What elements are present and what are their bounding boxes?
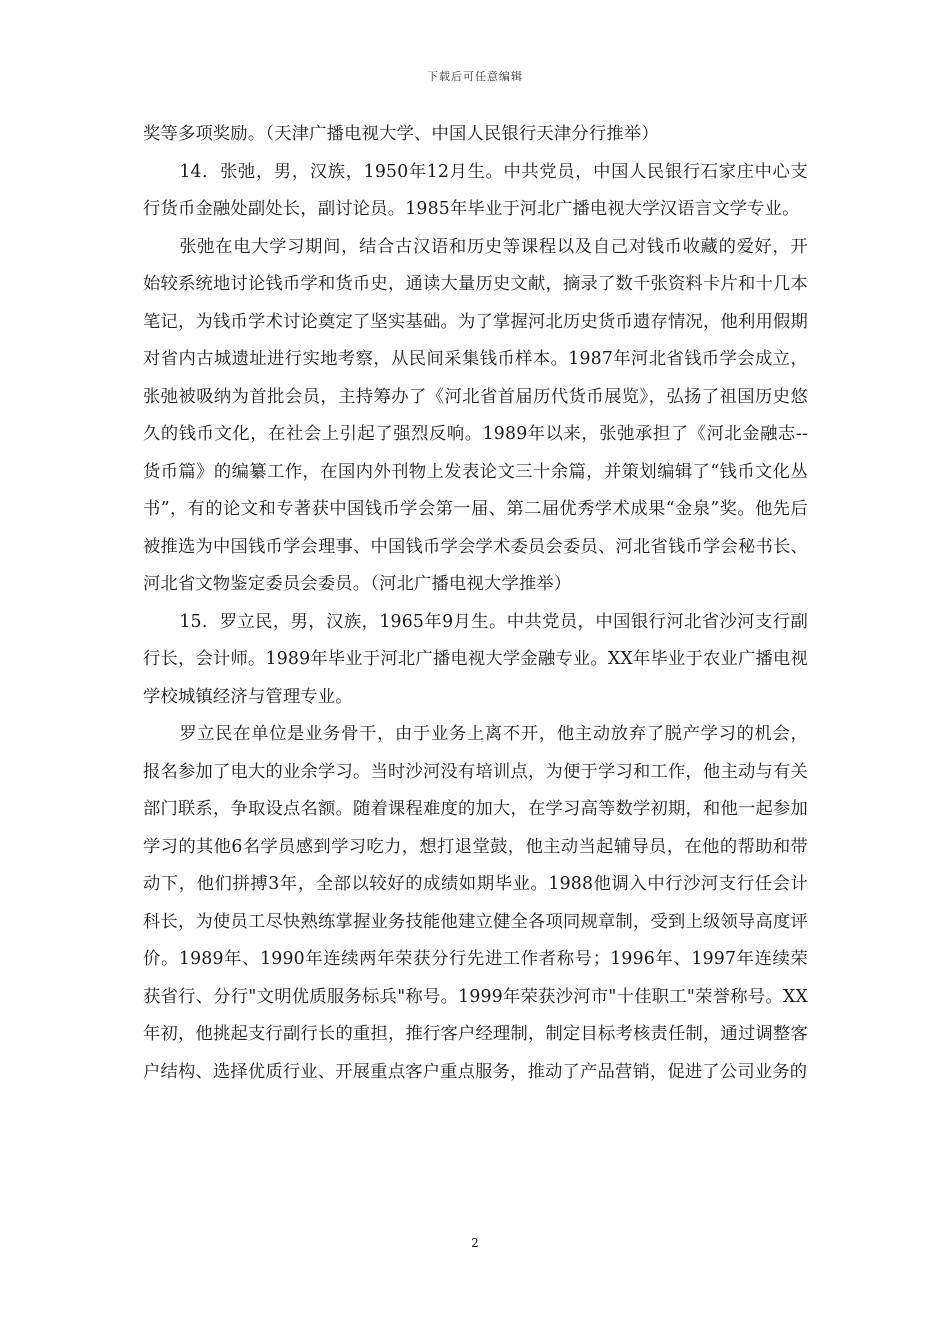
paragraph-5: 罗立民在单位是业务骨干，由于业务上离不开，他主动放弃了脱产学习的机会，报名参加了电大的业余学习。当时沙河没有培训点，为便于学习和工作，他主动与有关部门联系，争取设点名额。随着课程难度的加大，在学习高等数学初期，和他一起参加学习的其他6名学员感到学习吃力，想打退堂鼓，他主动当起辅导员，在他的帮助和带动下，他们拼搏3年，全部以较好的成绩如期毕业。1988他调入中行沙河支行任会计科长，为使员工尽快熟练掌握业务技能他建立健全各项同规章制，受到上级领导高度评价。1989年、1990年连续两年荣获分行先进工作者称号；1996年、1997年连续荣获省行、分行"文明优质服务标兵"称号。1999年荣获沙河市"十佳职工"荣誉称号。XX年初，他挑起支行副行长的重担，推行客户经理制，制定目标考核责任制，通过调整客户结构、选择优质行业、开展重点客户重点服务，推动了产品营销，促进了公司业务的 xyxy=(143,724,808,1082)
page-header: 下载后可任意编辑 xyxy=(427,70,523,83)
document-body xyxy=(143,116,808,1091)
paragraph-3: 张弛在电大学习期间，结合古汉语和历史等课程以及自己对钱币收藏的爱好，开始较系统地讨论钱币学和货币史，通读大量历史文献，摘录了数千张资料卡片和十几本笔记，为钱币学术讨论奠定了坚实基础。为了掌握河北历史货币遗存情况，他利用假期对省内古城遗址进行实地考察，从民间采集钱币样本。1987年河北省钱币学会成立，张弛被吸纳为首批会员，主持筹办了《河北省首届历代货币展览》，弘扬了祖国历史悠久的钱币文化，在社会上引起了强烈反响。1989年以来，张弛承担了《河北金融志--货币篇》的编纂工作，在国内外刊物上发表论文三十余篇，并策划编辑了“钱币文化丛书”，有的论文和专著获中国钱币学会第一届、第二届优秀学术成果“金泉”奖。他先后被推选为中国钱币学会理事、中国钱币学会学术委员会委员、河北省钱币学会秘书长、河北省文物鉴定委员会委员。（河北广播电视大学推举） xyxy=(143,236,808,594)
page-number: 2 xyxy=(471,1236,479,1250)
paragraph-4: 15．罗立民，男，汉族，1965年9月生。中共党员，中国银行河北省沙河支行副行长，会计师。1989年毕业于河北广播电视大学金融专业。XX年毕业于农业广播电视学校城镇经济与管理专业。 xyxy=(143,611,808,707)
paragraph-1: 奖等多项奖励。（天津广播电视大学、中国人民银行天津分行推举） xyxy=(143,124,659,144)
paragraph-2: 14．张弛，男，汉族，1950年12月生。中共党员，中国人民银行石家庄中心支行货币金融处副处长，副讨论员。1985年毕业于河北广播电视大学汉语言文学专业。 xyxy=(143,161,808,219)
